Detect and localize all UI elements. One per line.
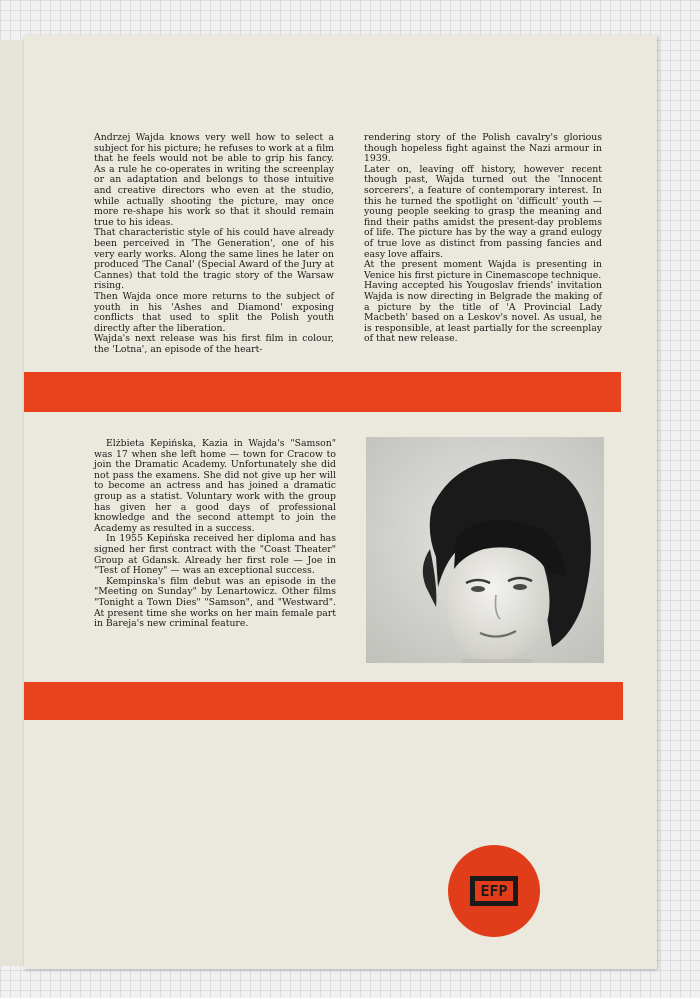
actress-portrait-photo (366, 437, 604, 663)
article-paragraph: Later on, leaving off history, however recent though past, Wajda turned out the 'Innocent sorcerers', a feature of contemporary interest. In this he turned the spotlight on 'difficult' youth — young people seeking to grasp the meaning and find their paths amidst the present-day problems of life. The picture has by the way a grand eulogy of true love as distinct from passing fancies and easy love affairs. (364, 163, 602, 260)
bio-paragraph: In 1955 Kepińska received her diploma and has signed her first contract with the "Coast Theater" Group at Gdansk. Already her first role — Joe in "Test of Honey" — was an exceptional success. (94, 533, 336, 577)
logo-text: EFP (480, 882, 508, 900)
article-paragraph: At the present moment Wajda is presenting in Venice his first picture in Cinemascope technique. (364, 259, 602, 281)
efp-logo-icon (448, 845, 540, 937)
article-paragraph: Wajda's next release was his first film in colour, the 'Lotna', an episode of the heart- (94, 333, 334, 355)
article-paragraph: rendering story of the Polish cavalry's glorious though hopeless fight against the Nazi armour in 1939. (364, 132, 602, 165)
actress-bio (94, 439, 336, 630)
article-paragraph: Andrzej Wajda knows very well how to select a subject for his picture; he refuses to work at a film that he feels would not be able to grip his fancy. As a rule he co-operates in writing the screenplay or an adaptation and belongs to those intuitive and creative directors who even at the studio, while actually shooting the picture, may once more re-shape his work so that it should remain true to his ideas. (94, 132, 334, 228)
bio-paragraph: Kempinska's film debut was an episode in the "Meeting on Sunday" by Lenartowicz. Other films "Tonight a Town Dies" "Samson", and "Westward". At present time she works on her main female part in Bareja's new criminal feature. (94, 575, 336, 630)
portrait-illustration (366, 437, 604, 663)
orange-divider-bar (24, 372, 621, 412)
orange-divider-bar (24, 682, 623, 720)
article-paragraph: Having accepted his Yougoslav friends' invitation Wajda is now directing in Belgrade the making of a picture by the title of 'A Provincial Lady Macbeth' based on a Leskov's novel. As usual, he is responsible, at least partially for the screenplay of that new release. (364, 280, 602, 345)
article-right-column (364, 133, 602, 345)
bio-paragraph: Elżbieta Kepińska, Kazia in Wajda's "Samson" was 17 when she left home — town for Cracow to join the Dramatic Academy. Unfortunately she did not pass the examens. She did not give up her will to become an actress and has joined a dramatic group as a statist. Voluntary work with the group has given her a good days of professional knowledge and the second attempt to join the Academy as resulted in a success. (94, 438, 336, 534)
article-left-column (94, 133, 334, 355)
article-paragraph: That characteristic style of his could have already been perceived in 'The Generation', one of his very early works. Along the same lines he later on produced 'The Canal' (Special Award of the Jury at Cannes) that told the tragic story of the Warsaw rising. (94, 227, 334, 292)
efp-logo (448, 845, 540, 937)
article-paragraph: Then Wajda once more returns to the subject of youth in his 'Ashes and Diamond' exposing conflicts that used to split the Polish youth directly after the liberation. (94, 290, 334, 334)
brochure-page (24, 35, 657, 969)
